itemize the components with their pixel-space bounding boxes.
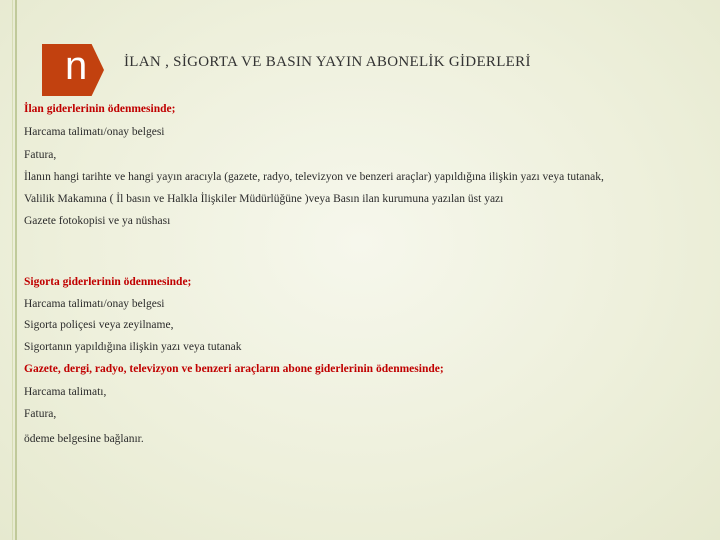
content-line: Fatura, (24, 149, 57, 161)
content-line: Valilik Makamına ( İl basın ve Halkla İlişkiler Müdürlüğüne )veya Basın ilan kurumuna yazılan üst yazı (24, 193, 504, 205)
content-line: Sigorta poliçesi veya zeyilname, (24, 319, 174, 331)
slide-title: İLAN , SİGORTA VE BASIN YAYIN ABONELİK GİDERLERİ (124, 54, 531, 70)
content-line: Harcama talimatı, (24, 386, 107, 398)
badge-letter: n (65, 44, 88, 88)
content-line: Gazete, dergi, radyo, televizyon ve benzeri araçların abone giderlerinin ödenmesinde; (24, 363, 444, 375)
content-line: İlanın hangi tarihte ve hangi yayın aracıyla (gazete, radyo, televizyon ve benzeri araçlar) yapıldığına ilişkin yazı veya tutanak, (24, 171, 604, 183)
content-line: İlan giderlerinin ödenmesinde; (24, 103, 176, 115)
decorative-line (15, 0, 17, 540)
content-line: Harcama talimatı/onay belgesi (24, 298, 165, 310)
decorative-line (12, 0, 13, 540)
content-line: Sigortanın yapıldığına ilişkin yazı veya tutanak (24, 341, 242, 353)
content-line: Gazete fotokopisi ve ya nüshası (24, 215, 171, 227)
content-line: Harcama talimatı/onay belgesi (24, 126, 165, 138)
content-line: Sigorta giderlerinin ödenmesinde; (24, 276, 192, 288)
content-line: ödeme belgesine bağlanır. (24, 433, 144, 445)
content-line: Fatura, (24, 408, 57, 420)
